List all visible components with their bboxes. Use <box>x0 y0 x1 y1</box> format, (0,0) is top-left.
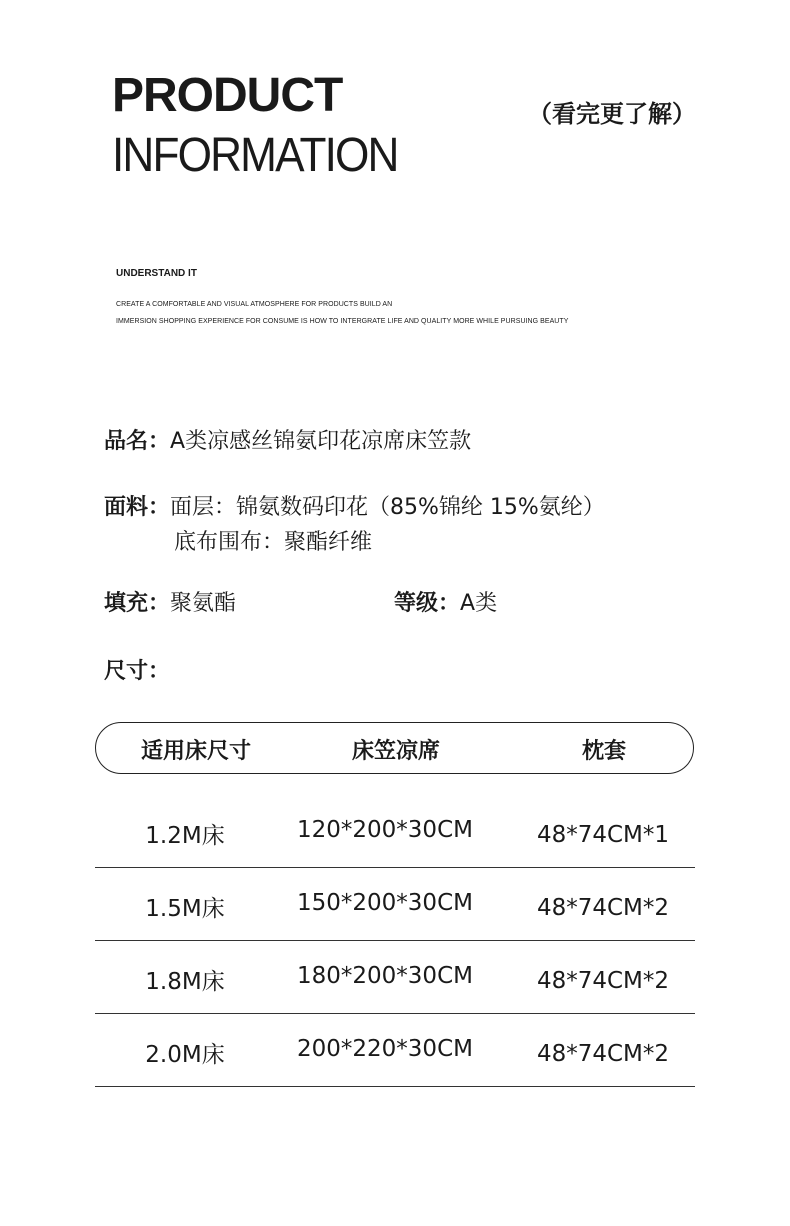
aside-note: （看完更了解） <box>528 100 696 128</box>
cell-pillowcase: 48*74CM*2 <box>536 968 670 994</box>
cell-fitted-sheet: 180*200*30CM <box>297 963 473 989</box>
cell-pillowcase: 48*74CM*1 <box>536 822 670 848</box>
title-line-2: INFORMATION <box>112 129 398 182</box>
size-table-header <box>95 722 694 774</box>
title-line-1: PRODUCT <box>112 69 343 122</box>
table-row <box>95 941 695 1014</box>
cell-pillowcase: 48*74CM*2 <box>536 1041 670 1067</box>
size-row-label <box>104 654 170 685</box>
material-value-1: 面层：锦氨数码印花（85%锦纶 15%氨纶） <box>170 495 605 520</box>
intro-line-1: CREATE A COMFORTABLE AND VISUAL ATMOSPHERE FOR PRODUCTS BUILD AN <box>116 301 393 308</box>
fill-row <box>104 586 236 617</box>
material-row <box>104 490 605 521</box>
cell-bed-size: 1.5M床 <box>145 896 225 922</box>
size-label: 尺寸： <box>104 659 171 684</box>
fill-label: 填充： <box>104 591 171 616</box>
grade-row <box>394 586 497 617</box>
grade-label: 等级： <box>394 591 461 616</box>
cell-pillowcase: 48*74CM*2 <box>536 895 670 921</box>
size-table <box>95 795 695 1087</box>
header-fitted-sheet: 床笠凉席 <box>351 739 440 764</box>
product-name-label: 品名： <box>104 429 171 454</box>
product-name-value: A类凉感丝锦氨印花凉席床笠款 <box>170 429 472 454</box>
table-row <box>95 795 695 868</box>
cell-fitted-sheet: 200*220*30CM <box>297 1036 473 1062</box>
table-row <box>95 868 695 941</box>
page-title <box>112 66 422 186</box>
cell-bed-size: 1.8M床 <box>145 969 225 995</box>
intro-block <box>116 268 568 330</box>
material-row-2 <box>174 525 372 556</box>
header-bed-size: 适用床尺寸 <box>140 739 251 764</box>
fill-value: 聚氨酯 <box>170 591 237 616</box>
material-value-2: 底布围布：聚酯纤维 <box>174 530 373 555</box>
cell-bed-size: 1.2M床 <box>145 823 225 849</box>
grade-value: A类 <box>460 591 498 616</box>
header-pillowcase: 枕套 <box>581 739 626 764</box>
intro-heading: UNDERSTAND IT <box>116 268 197 279</box>
cell-fitted-sheet: 120*200*30CM <box>297 817 473 843</box>
intro-line-2: IMMERSION SHOPPING EXPERIENCE FOR CONSUME IS HOW TO INTERGRATE LIFE AND QUALITY MORE WHILE PURSUING BEAUTY <box>116 318 569 325</box>
product-name-row <box>104 424 471 455</box>
table-row <box>95 1014 695 1087</box>
cell-fitted-sheet: 150*200*30CM <box>297 890 473 916</box>
cell-bed-size: 2.0M床 <box>145 1042 225 1068</box>
material-label: 面料： <box>104 495 171 520</box>
